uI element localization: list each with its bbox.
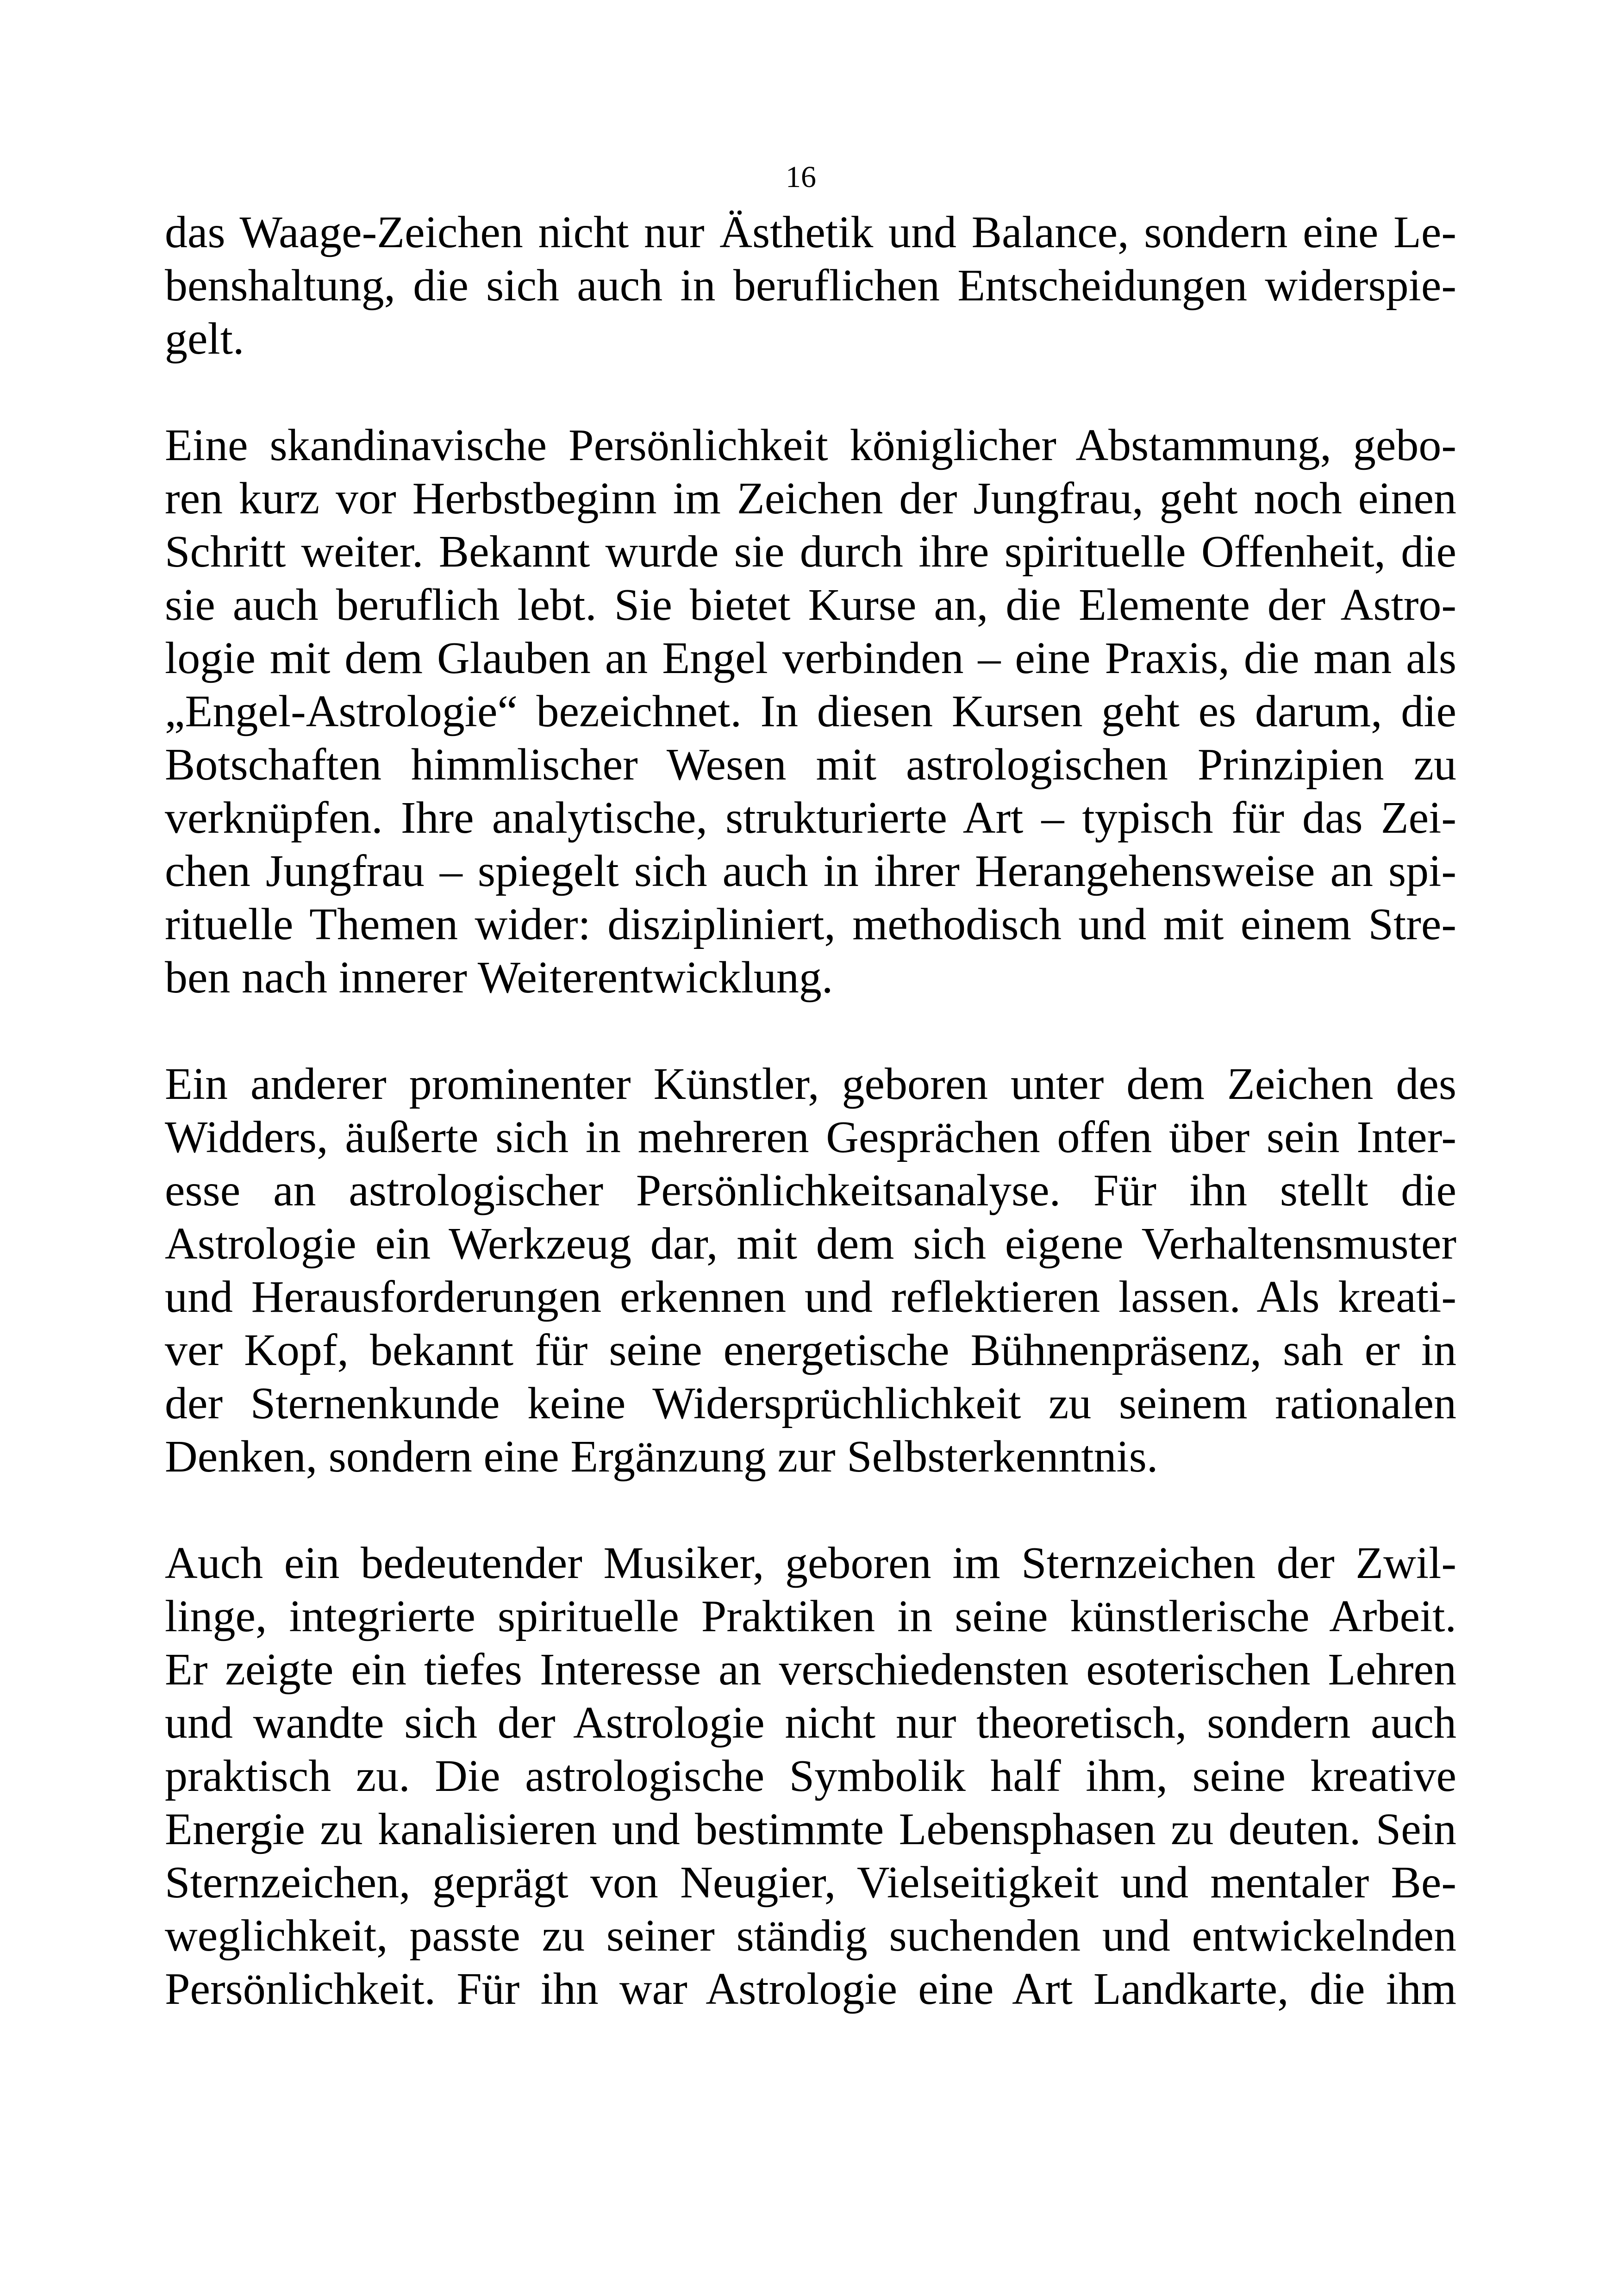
text-line: Astrologie ein Werkzeug dar, mit dem sich eigene Verhaltensmuster — [165, 1219, 1456, 1269]
paragraph-gap — [165, 1484, 1456, 1537]
paragraph — [165, 419, 1456, 1004]
text-line: sie auch beruflich lebt. Sie bietet Kurse an, die Elemente der Astro- — [165, 580, 1456, 630]
text-line: Botschaften himmlischer Wesen mit astrologischen Prinzipien zu — [165, 740, 1456, 790]
text-line: Sternzeichen, geprägt von Neugier, Vielseitigkeit und mentaler Be- — [165, 1858, 1456, 1908]
text-line: der Sternenkunde keine Widersprüchlichkeit zu seinem rationalen — [165, 1378, 1456, 1428]
text-line: ver Kopf, bekannt für seine energetische Bühnenpräsenz, sah er in — [165, 1325, 1456, 1375]
body-text — [165, 206, 1456, 2016]
paragraph — [165, 1058, 1456, 1484]
text-line: Energie zu kanalisieren und bestimmte Lebensphasen zu deuten. Sein — [165, 1804, 1456, 1854]
text-line: Denken, sondern eine Ergänzung zur Selbsterkenntnis. — [165, 1432, 1158, 1482]
text-line: Er zeigte ein tiefes Interesse an verschiedensten esoterischen Lehren — [165, 1645, 1456, 1695]
paragraph-gap — [165, 366, 1456, 419]
text-line: Eine skandinavische Persönlichkeit königlicher Abstammung, gebo- — [165, 420, 1456, 470]
text-line: „Engel-Astrologie“ bezeichnet. In diesen Kursen geht es darum, die — [165, 686, 1456, 736]
text-line: ren kurz vor Herbstbeginn im Zeichen der Jungfrau, geht noch einen — [165, 474, 1456, 524]
text-line: Widders, äußerte sich in mehreren Gesprächen offen über sein Inter- — [165, 1112, 1456, 1162]
text-line: ben nach innerer Weiterentwicklung. — [165, 953, 833, 1003]
text-line: weglichkeit, passte zu seiner ständig suchenden und entwickelnden — [165, 1911, 1456, 1961]
text-line: verknüpfen. Ihre analytische, strukturierte Art – typisch für das Zei- — [165, 793, 1456, 843]
page-number: 16 — [786, 160, 816, 194]
text-line: chen Jungfrau – spiegelt sich auch in ihrer Herangehensweise an spi- — [165, 846, 1456, 896]
paragraph — [165, 1537, 1456, 2016]
text-line: und Herausforderungen erkennen und reflektieren lassen. Als kreati- — [165, 1272, 1456, 1322]
text-line: logie mit dem Glauben an Engel verbinden – eine Praxis, die man als — [165, 633, 1456, 683]
text-line: Auch ein bedeutender Musiker, geboren im Sternzeichen der Zwil- — [165, 1538, 1456, 1588]
text-line: linge, integrierte spirituelle Praktiken in seine künstlerische Arbeit. — [165, 1591, 1456, 1641]
paragraph — [165, 206, 1456, 366]
text-line: und wandte sich der Astrologie nicht nur theoretisch, sondern auch — [165, 1698, 1456, 1748]
text-line: esse an astrologischer Persönlichkeitsanalyse. Für ihn stellt die — [165, 1166, 1456, 1216]
text-line: Schritt weiter. Bekannt wurde sie durch ihre spirituelle Offenheit, die — [165, 527, 1456, 577]
text-line: Persönlichkeit. Für ihn war Astrologie eine Art Landkarte, die ihm — [165, 1964, 1456, 2014]
text-line: rituelle Themen wider: diszipliniert, methodisch und mit einem Stre- — [165, 899, 1456, 949]
paragraph-gap — [165, 1004, 1456, 1058]
text-line: praktisch zu. Die astrologische Symbolik half ihm, seine kreative — [165, 1751, 1456, 1801]
text-line: Ein anderer prominenter Künstler, geboren unter dem Zeichen des — [165, 1059, 1456, 1109]
text-line: gelt. — [165, 314, 244, 364]
text-line: benshaltung, die sich auch in beruflichen Entscheidungen widerspie- — [165, 261, 1456, 311]
text-line: das Waage-Zeichen nicht nur Ästhetik und Balance, sondern eine Le- — [165, 207, 1456, 257]
